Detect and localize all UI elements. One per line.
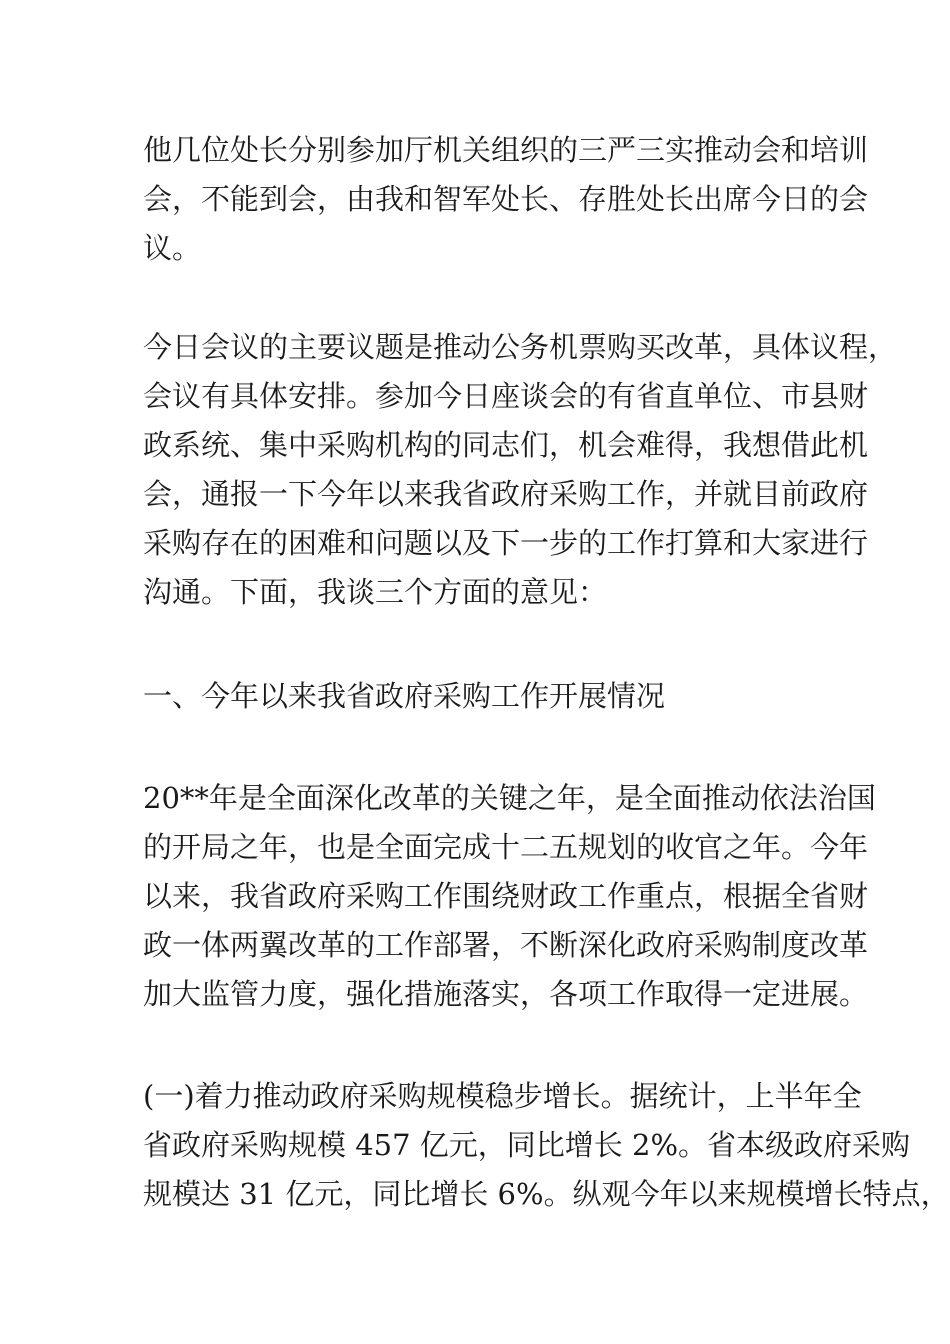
text-line: 规模达 31 亿元，同比增长 6%。纵观今年以来规模增长特点， bbox=[143, 1177, 950, 1211]
text-line: 会议有具体安排。参加今日座谈会的有省直单位、市县财 bbox=[143, 379, 869, 413]
text-line: 20**年是全面深化改革的关键之年，是全面推动依法治国 bbox=[143, 781, 876, 815]
text-line: 采购存在的困难和问题以及下一步的工作打算和大家进行 bbox=[143, 526, 869, 560]
text-line: 政一体两翼改革的工作部署，不断深化政府采购制度改革 bbox=[143, 928, 869, 962]
text-line: 今日会议的主要议题是推动公务机票购买改革，具体议程， bbox=[143, 330, 898, 364]
text-line: (一)着力推动政府采购规模稳步增长。据统计，上半年全 bbox=[143, 1079, 862, 1113]
text-line: 他几位处长分别参加厅机关组织的三严三实推动会和培训 bbox=[143, 133, 869, 167]
section-heading: 一、今年以来我省政府采购工作开展情况 bbox=[143, 679, 666, 713]
text-line: 政系统、集中采购机构的同志们，机会难得，我想借此机 bbox=[143, 428, 869, 462]
text-line: 加大监管力度，强化措施落实，各项工作取得一定进展。 bbox=[143, 977, 869, 1011]
text-line: 会，通报一下今年以来我省政府采购工作，并就目前政府 bbox=[143, 477, 869, 511]
text-line: 议。 bbox=[143, 231, 202, 265]
text-line: 以来，我省政府采购工作围绕财政工作重点，根据全省财 bbox=[143, 879, 869, 913]
text-line: 沟通。下面，我谈三个方面的意见： bbox=[143, 575, 608, 609]
text-line: 省政府采购规模 457 亿元，同比增长 2%。省本级政府采购 bbox=[143, 1128, 911, 1162]
text-line: 会，不能到会，由我和智军处长、存胜处长出席今日的会 bbox=[143, 182, 869, 216]
text-line: 的开局之年，也是全面完成十二五规划的收官之年。今年 bbox=[143, 830, 869, 864]
